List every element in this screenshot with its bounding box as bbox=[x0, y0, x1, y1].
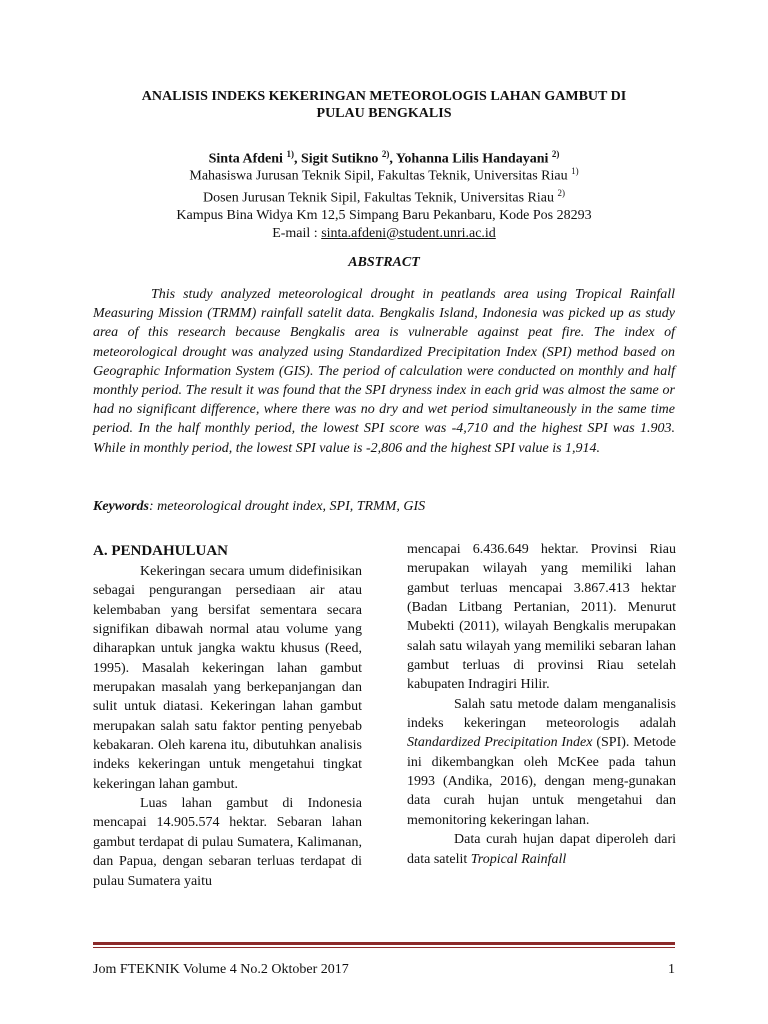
page-number: 1 bbox=[668, 962, 675, 977]
affiliation-1-text: Mahasiswa Jurusan Teknik Sipil, Fakultas Teknik, Universitas Riau bbox=[189, 168, 568, 184]
keywords-label: Keywords bbox=[93, 499, 149, 514]
right-column bbox=[407, 540, 676, 869]
affiliation-2 bbox=[94, 185, 674, 207]
left-paragraph-2: Luas lahan gambut di Indonesia mencapai 14.905.574 hektar. Sebaran lahan gambut terdapat di pulau Sumatera, Kalimanan, dan Papua, dengan sebaran terluas terdapat di pulau Sumatera yaitu bbox=[93, 796, 362, 889]
title-line-1: ANALISIS INDEKS KEKERINGAN METEOROLOGIS LAHAN GAMBUT DI bbox=[141, 89, 627, 104]
author-2-mark: 2) bbox=[381, 149, 390, 159]
paper-title bbox=[94, 88, 674, 122]
email-line bbox=[94, 225, 674, 243]
footer-journal: Jom FTEKNIK Volume 4 No.2 Oktober 2017 bbox=[93, 962, 349, 977]
right-paragraph-3-italic: Tropical Rainfall bbox=[470, 851, 567, 867]
affiliation-1-mark: 1) bbox=[571, 166, 579, 176]
author-2: , Sigit Sutikno bbox=[293, 151, 379, 167]
author-3: , Yohanna Lilis Handayani bbox=[389, 151, 549, 167]
right-paragraph-2-a: Salah satu metode dalam menganalisis indeks kekeringan meteorologis adalah bbox=[407, 696, 676, 732]
affiliation-2-text: Dosen Jurusan Teknik Sipil, Fakultas Teknik, Universitas Riau bbox=[203, 190, 554, 206]
right-paragraph-1: mencapai 6.436.649 hektar. Provinsi Riau merupakan wilayah yang memiliki lahan gambut terluas mencapai 3.867.413 hektar (Badan Litbang Pertanian, 2011). Menurut Mubekti (2011), wilayah Bengkalis merupakan salah satu wilayah yang memiliki sebaran lahan gambut terluas di provinsi Riau setelah kabupaten Indragiri Hilir. bbox=[407, 542, 676, 693]
right-paragraph-3 bbox=[407, 830, 676, 869]
affiliation-2-mark: 2) bbox=[557, 188, 565, 199]
footer-rule-thin bbox=[93, 947, 675, 948]
affiliation-block bbox=[94, 163, 674, 242]
left-paragraph-1: Kekeringan secara umum didefinisikan sebagai pengurangan persediaan air atau kelembaban yang bersifat sementara secara signifikan dibawah normal atau volume yang diharapkan untuk jangka waktu khusus (Reed, 1995). Masalah kekeringan lahan gambut merupakan masalah yang berkepanjangan dan sulit untuk diatasi. Kekeringan lahan gambut merupakan salah satu faktor penting penyebab kebakaran. Oleh karena itu, dibutuhkan analisis indeks kekeringan untuk mengetahui tingkat kekeringan lahan gambut. bbox=[93, 564, 362, 792]
right-paragraph-3-a: Data curah hujan dapat diperoleh dari data satelit bbox=[407, 832, 676, 867]
footer-rule-thick bbox=[93, 942, 675, 945]
address: Kampus Bina Widya Km 12,5 Simpang Baru Pekanbaru, Kode Pos 28293 bbox=[176, 208, 592, 224]
author-1-mark: 1) bbox=[286, 149, 294, 159]
right-paragraph-2-b: (SPI). Metode ini dikembangkan oleh McKee pada tahun 1993 (Andika, 2016), dengan meng-gunakan data curah hujan untuk mengetahui dan memonitoring kekeringan lahan. bbox=[407, 735, 676, 828]
abstract-body bbox=[93, 285, 675, 458]
right-paragraph-2 bbox=[407, 695, 676, 830]
email-label: E-mail : bbox=[272, 225, 322, 241]
left-column bbox=[93, 540, 362, 891]
abstract-heading: ABSTRACT bbox=[348, 255, 420, 270]
right-paragraph-2-italic: Standardized Precipitation Index bbox=[407, 735, 593, 751]
affiliation-1 bbox=[94, 163, 674, 185]
section-heading: A. PENDAHULUAN bbox=[93, 543, 228, 559]
title-line-2: PULAU BENGKALIS bbox=[316, 106, 452, 121]
abstract-text: This study analyzed meteorological drought in peatlands area using Tropical Rainfall Measuring Mission (TRMM) rainfall satelit data. Bengkalis Island, Indonesia was picked up as study area of this research because Bengkalis area is vulnerable against peat fire. The index of meteorological drought was analyzed using Standardized Precipitation Index (SPI) method based on Geographic Information System (GIS). The period of calculation were conducted on monthly and half monthly period. The result it was found that the SPI dryness index in each grid was almost the same or had no significant difference, where there was no dry and wet period simultaneously in the same time period. In the half monthly period, the lowest SPI score was -4,710 and the highest SPI was 1.903. While in monthly period, the lowest SPI value is -2,806 and the highest SPI value is 1,914. bbox=[93, 287, 675, 456]
author-3-mark: 2) bbox=[551, 149, 560, 159]
keywords-text: : meteorological drought index, SPI, TRMM, GIS bbox=[149, 499, 426, 514]
keywords-line bbox=[93, 497, 675, 516]
email-link[interactable]: sinta.afdeni@student.unri.ac.id bbox=[321, 225, 496, 241]
author-1: Sinta Afdeni bbox=[208, 151, 283, 167]
